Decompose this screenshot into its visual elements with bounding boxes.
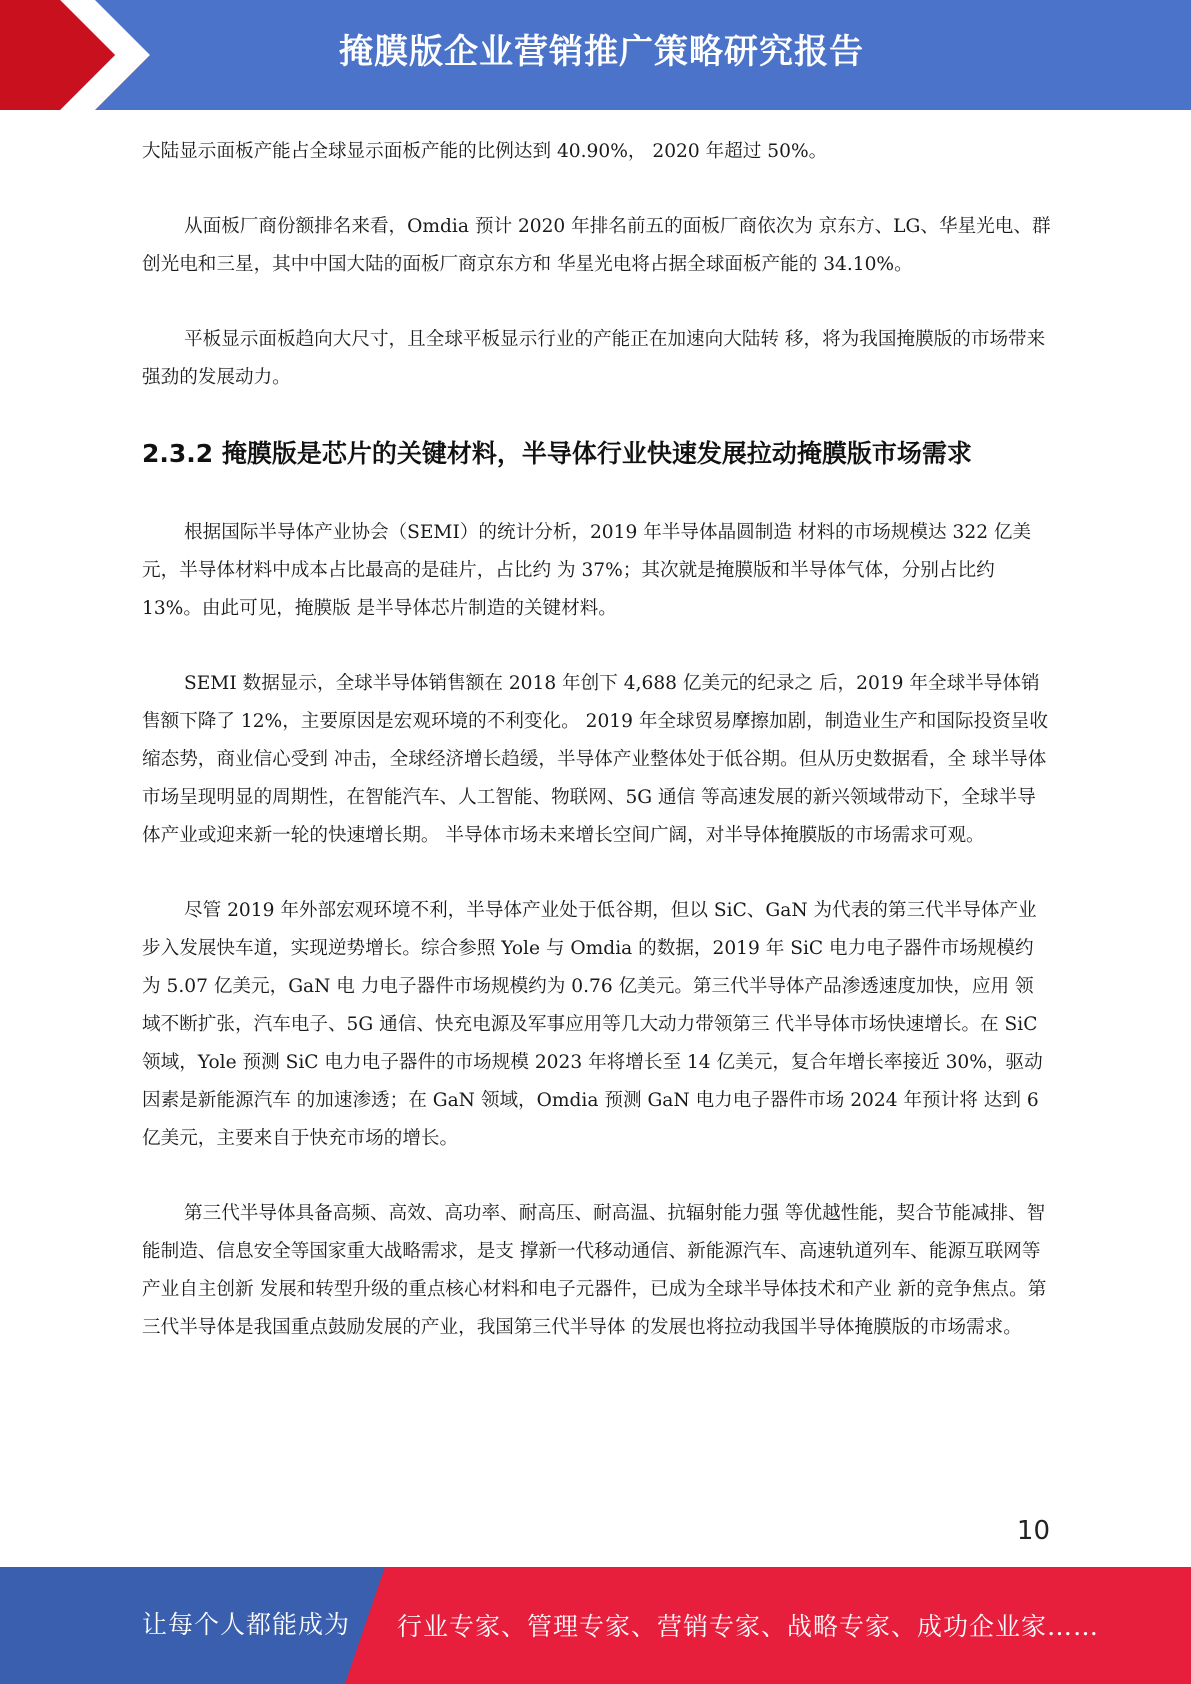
footer-slogan-left: 让每个人都能成为 — [142, 1610, 351, 1639]
paragraph-7: 第三代半导体具备高频、高效、高功率、耐高压、耐高温、抗辐射能力强 等优越性能，契合节能减排、智能制造、信息安全等国家重大战略需求，是支 撑新一代移动通信、新能源汽车、高速轨道列车、能源互联网等产业自主创新 发展和转型升级的重点核心材料和电子元器件，已成为全球半导体技术和产业 新的竞争焦点。第三代半导体是我国重点鼓励发展的产业，我国第三代半导体 的发展也将拉动我国半导体掩膜版的市场需求。 — [142, 1203, 1047, 1338]
paragraph-6: 尽管 2019 年外部宏观环境不利，半导体产业处于低谷期，但以 SiC、GaN 为代表的第三代半导体产业步入发展快车道，实现逆势增长。综合参照 Yole 与 Omdia 的数据，2019 年 SiC 电力电子器件市场规模约为 5.07 亿美元，GaN 电 力电子器件市场规模约为 0.76 亿美元。第三代半导体产品渗透速度加快，应用 领域不断扩张，汽车电子、5G 通信、快充电源及军事应用等几大动力带领第三 代半导体市场快速增长。在 SiC 领域，Yole 预测 SiC 电力电子器件的市场规模 2023 年将增长至 14 亿美元，复合年增长率接近 30%，驱动因素是新能源汽车 的加速渗透；在 GaN 领域，Omdia 预测 GaN 电力电子器件市场 2024 年预计将 达到 6 亿美元，主要来自于快充市场的增长。 — [142, 900, 1043, 1149]
header-banner — [0, 0, 1191, 110]
section-heading: 2.3.2 掩膜版是芯片的关键材料，半导体行业快速发展拉动掩膜版市场需求 — [142, 439, 972, 468]
paragraph-2: 从面板厂商份额排名来看，Omdia 预计 2020 年排名前五的面板厂商依次为 京东方、LG、华星光电、群创光电和三星，其中中国大陆的面板厂商京东方和 华星光电将占据全球面板产能的 34.10%。 — [142, 216, 1051, 275]
page-number: 10 — [1016, 1516, 1050, 1546]
paragraph-3: 平板显示面板趋向大尺寸，且全球平板显示行业的产能正在加速向大陆转 移，将为我国掩膜版的市场带来强劲的发展动力。 — [142, 329, 1046, 388]
document-body — [142, 133, 1052, 1384]
footer-banner — [0, 1567, 1191, 1684]
paragraph-1: 大陆显示面板产能占全球显示面板产能的比例达到 40.90%， 2020 年超过 50%。 — [142, 141, 828, 162]
paragraph-5: SEMI 数据显示，全球半导体销售额在 2018 年创下 4,688 亿美元的纪录之 后，2019 年全球半导体销售额下降了 12%，主要原因是宏观环境的不利变化。 2019 年全球贸易摩擦加剧，制造业生产和国际投资呈收缩态势，商业信心受到 冲击，全球经济增长趋缓，半导体产业整体处于低谷期。但从历史数据看，全 球半导体市场呈现明显的周期性，在智能汽车、人工智能、物联网、5G 通信 等高速发展的新兴领域带动下，全球半导体产业或迎来新一轮的快速增长期。 半导体市场未来增长空间广阔，对半导体掩膜版的市场需求可观。 — [142, 673, 1048, 846]
footer-slogan-right: 行业专家、管理专家、营销专家、战略专家、成功企业家…… — [397, 1612, 1100, 1641]
report-title: 掩膜版企业营销推广策略研究报告 — [339, 32, 864, 72]
paragraph-4: 根据国际半导体产业协会（SEMI）的统计分析，2019 年半导体晶圆制造 材料的市场规模达 322 亿美元，半导体材料中成本占比最高的是硅片，占比约 为 37%；其次就是掩膜版和半导体气体，分别占比约 13%。由此可见，掩膜版 是半导体芯片制造的关键材料。 — [142, 522, 1032, 619]
